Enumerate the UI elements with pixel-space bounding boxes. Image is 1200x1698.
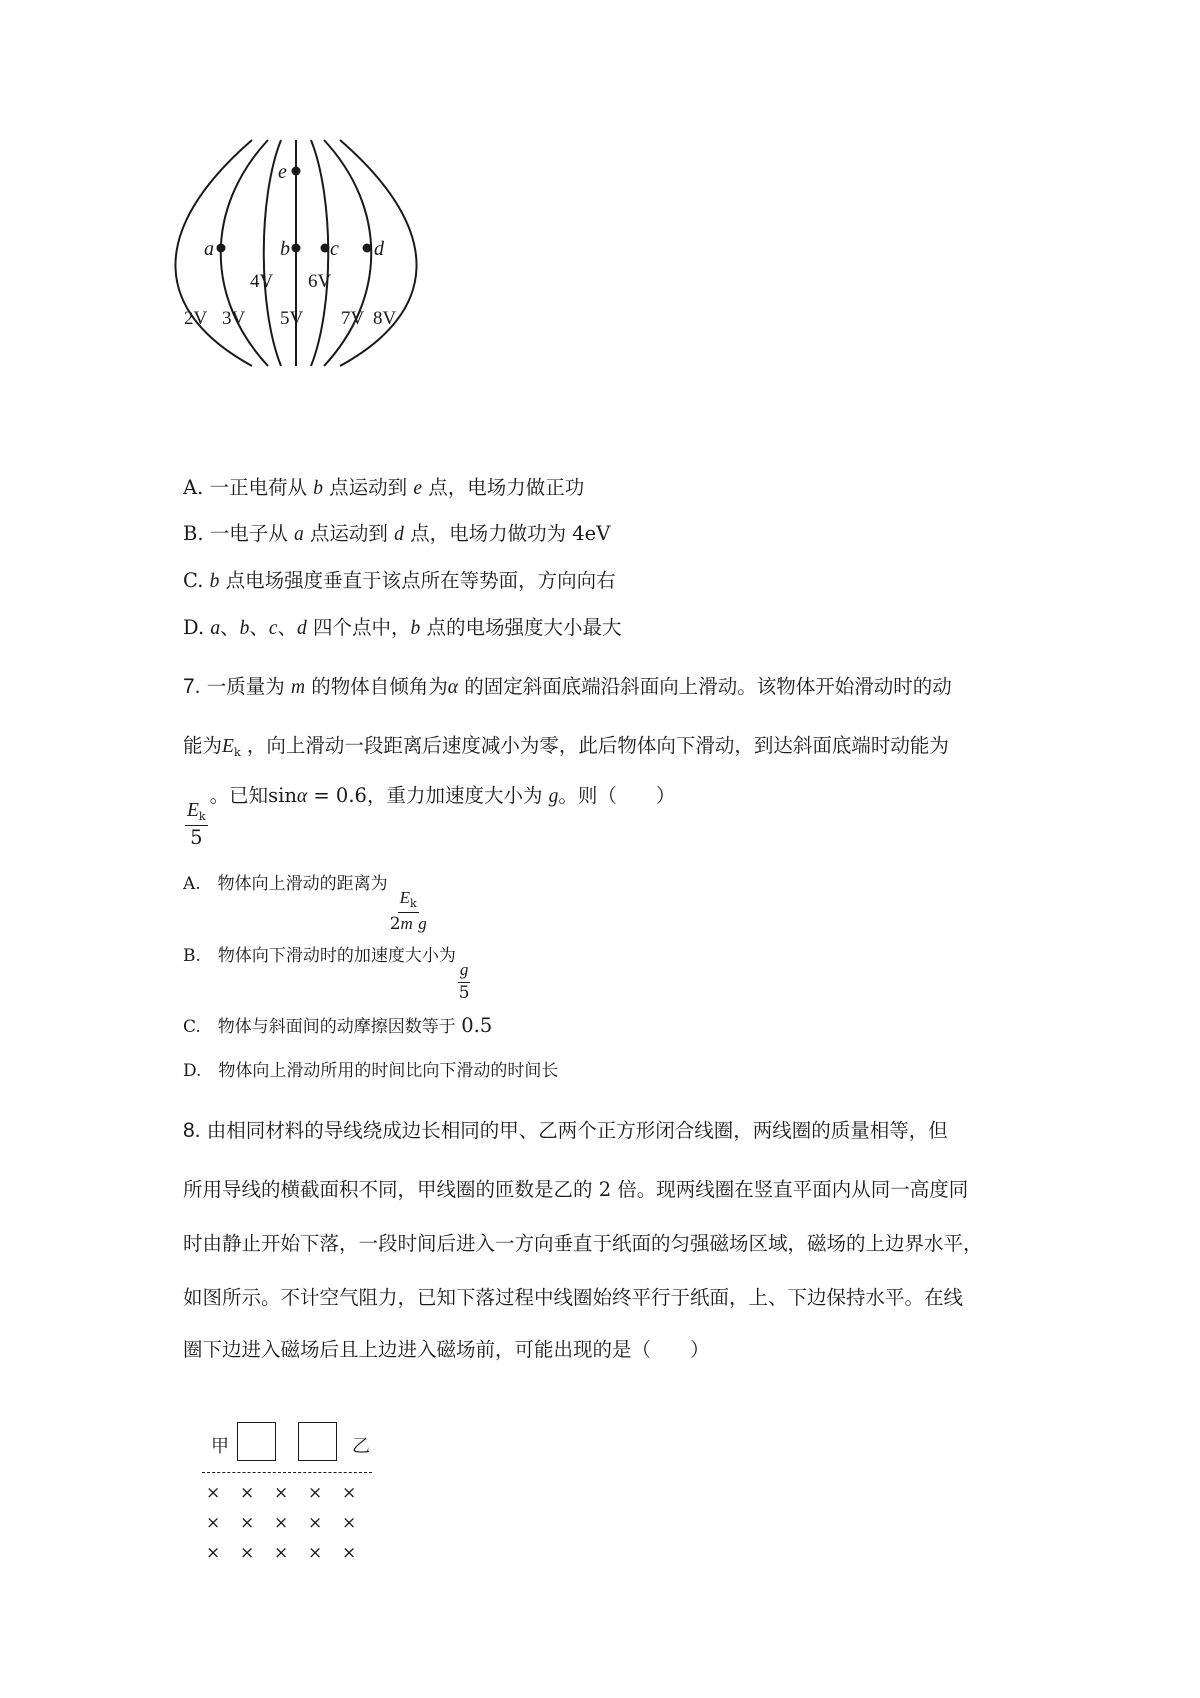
q8-line-2: 所用导线的横截面积不同，甲线圈的匝数是乙的 2 倍。现两线圈在竖直平面内从同一高度同 xyxy=(183,1178,969,1201)
point-b-dot xyxy=(292,244,301,253)
point-c-dot xyxy=(321,244,330,253)
q6-option-c: C. b 点电场强度垂直于该点所在等势面，方向向右 xyxy=(183,569,616,592)
voltage-label-7v: 7V xyxy=(341,308,365,329)
q6-option-b: B. 一电子从 a 点运动到 d 点，电场力做功为 4eV xyxy=(183,522,611,545)
equipotential-line-6v xyxy=(311,140,328,366)
coil-yi-square xyxy=(298,1422,337,1461)
q7-option-d: D. 物体向上滑动所用的时间比向下滑动的时间长 xyxy=(183,1061,559,1081)
q7-line-1: 7. 一质量为 m 的物体自倾角为α 的固定斜面底端沿斜面向上滑动。该物体开始滑动时的动 xyxy=(183,675,952,698)
voltage-label-6v: 6V xyxy=(308,271,332,292)
point-b-label: b xyxy=(280,238,290,260)
distance-fraction: $\frac{E_k}{\text{2m g}}$ xyxy=(389,888,427,934)
point-e-label: e xyxy=(278,161,287,183)
point-d-dot xyxy=(363,244,372,253)
q8-number: 8. xyxy=(183,1119,201,1142)
q8-line-3: 时由静止开始下落，一段时间后进入一方向垂直于纸面的匀强磁场区域，磁场的上边界水平， xyxy=(183,1232,983,1255)
equipotential-diagram xyxy=(170,138,470,398)
magnetic-field-boundary xyxy=(202,1472,372,1473)
voltage-label-3v: 3V xyxy=(222,308,246,329)
voltage-label-8v: 8V xyxy=(373,308,397,329)
q7-option-b: B. 物体向下滑动时的加速度大小为 $\frac{g}{5}$ xyxy=(183,946,470,1003)
q8-line-4: 如图所示。不计空气阻力，已知下落过程中线圈始终平行于纸面，上、下边保持水平。在线 xyxy=(183,1286,964,1309)
coil-label-yi: 乙 xyxy=(352,1436,370,1457)
coil-jia-square xyxy=(237,1422,276,1461)
q7-option-c: C. 物体与斜面间的动摩擦因数等于 0.5 xyxy=(183,1014,493,1037)
equipotential-line-3v xyxy=(221,140,268,366)
voltage-label-5v: 5V xyxy=(280,308,304,329)
q7-line-2: 能为$E_k$ ，向上滑动一段距离后速度减小为零，此后物体向下滑动，到达斜面底端时动能为 xyxy=(183,734,949,759)
point-a-label: a xyxy=(204,238,214,260)
point-a-dot xyxy=(217,244,226,253)
voltage-label-4v: 4V xyxy=(250,271,274,292)
point-c-label: c xyxy=(330,238,339,260)
coil-figure xyxy=(190,1420,390,1563)
q6-option-a: A. 一正电荷从 b 点运动到 e 点，电场力做正功 xyxy=(183,476,585,499)
acceleration-fraction: $\frac{g}{5}$ xyxy=(458,960,470,1003)
q6-option-d: D. a、b、c、d 四个点中，b 点的电场强度大小最大 xyxy=(183,616,622,639)
ek-over-5-fraction: $\frac{E_k}{5}$ xyxy=(187,800,206,849)
q8-line-5: 圈下边进入磁场后且上边进入磁场前，可能出现的是（ ） xyxy=(183,1338,710,1361)
q8-line-1: 8. 由相同材料的导线绕成边长相同的甲、乙两个正方形闭合线圈，两线圈的质量相等，但 xyxy=(183,1119,948,1142)
voltage-label-2v: 2V xyxy=(184,308,208,329)
q7-option-a: A. 物体向上滑动的距离为 $\frac{E_k}{\text{2m g}}$ xyxy=(183,874,427,934)
q7-line-3: $\frac{E_k}{5}$ 。已知sinα = 0.6，重力加速度大小为 g。则（ ） xyxy=(187,784,676,849)
coil-label-jia: 甲 xyxy=(211,1436,229,1457)
q7-number: 7. xyxy=(183,675,201,698)
point-e-dot xyxy=(292,167,301,176)
point-d-label: d xyxy=(374,238,384,260)
magnetic-field-marks: × × × × × × × × × × × × × × × xyxy=(206,1483,357,1563)
